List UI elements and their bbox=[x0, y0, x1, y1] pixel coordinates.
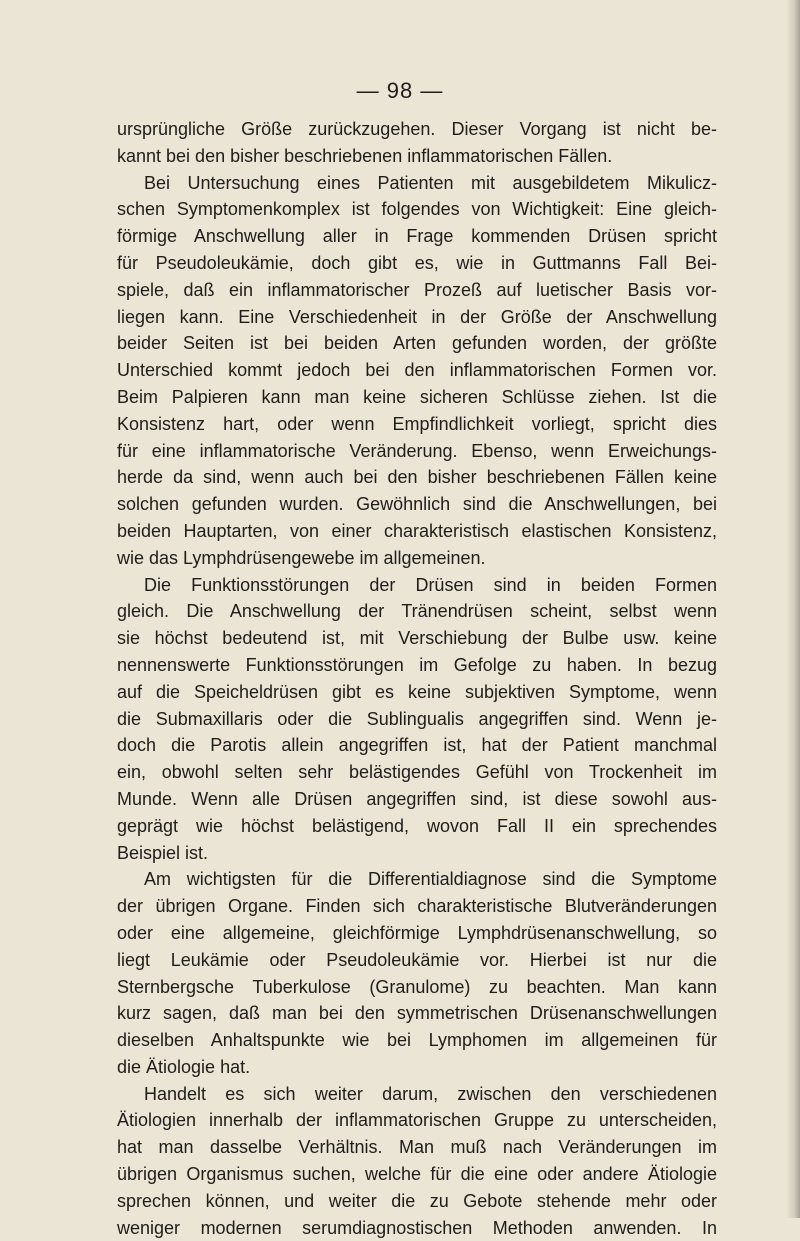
text-line: für Pseudoleukämie, doch gibt es, wie in Guttmanns Fall Bei- bbox=[117, 252, 717, 273]
text-line: schen Symptomenkomplex ist folgendes von Wichtigkeit: Eine gleich- bbox=[117, 199, 717, 220]
text-line: nennenswerte Funktionsstörungen im Gefolge zu haben. In bezug bbox=[117, 654, 717, 675]
text-line: spiele, daß ein inflammatorischer Prozeß auf luetischer Basis vor- bbox=[117, 279, 717, 300]
text-line: Sternbergsche Tuberkulose (Granulome) zu beachten. Man kann bbox=[117, 976, 717, 997]
text-line: hat man dasselbe Verhältnis. Man muß nach Veränderungen im bbox=[117, 1137, 717, 1158]
text-line: liegt Leukämie oder Pseudoleukämie vor. Hierbei ist nur die bbox=[117, 949, 717, 970]
text-line: Die Funktionsstörungen der Drüsen sind in beiden Formen bbox=[144, 574, 717, 595]
text-line: beiden Hauptarten, von einer charakteristisch elastischen Konsistenz, bbox=[117, 520, 717, 541]
page-edge-shadow bbox=[786, 0, 800, 1218]
text-line: solchen gefunden wurden. Gewöhnlich sind die Anschwellungen, bei bbox=[117, 494, 717, 515]
text-line: förmige Anschwellung aller in Frage kommenden Drüsen spricht bbox=[117, 226, 717, 247]
text-line: ein, obwohl selten sehr belästigendes Gefühl von Trockenheit im bbox=[117, 762, 717, 783]
text-line: beider Seiten ist bei beiden Arten gefunden worden, der größte bbox=[117, 333, 717, 354]
text-line: weniger modernen serumdiagnostischen Methoden anwenden. In bbox=[117, 1217, 717, 1238]
text-line: gleich. Die Anschwellung der Tränendrüsen scheint, selbst wenn bbox=[117, 601, 717, 622]
text-line: die Submaxillaris oder die Sublingualis angegriffen sind. Wenn je- bbox=[117, 708, 717, 729]
text-line: Am wichtigsten für die Differentialdiagnose sind die Symptome bbox=[144, 869, 717, 890]
text-line: herde da sind, wenn auch bei den bisher beschriebenen Fällen keine bbox=[117, 467, 717, 488]
text-line: die Ätiologie hat. bbox=[117, 1056, 251, 1077]
text-line: auf die Speicheldrüsen gibt es keine subjektiven Symptome, wenn bbox=[117, 681, 717, 702]
text-line: Handelt es sich weiter darum, zwischen den verschiedenen bbox=[144, 1083, 717, 1104]
text-line: übrigen Organismus suchen, welche für die eine oder andere Ätiologie bbox=[117, 1164, 717, 1185]
text-line: geprägt wie höchst belästigend, wovon Fall II ein sprechendes bbox=[117, 815, 717, 836]
text-line: Beim Palpieren kann man keine sicheren Schlüsse ziehen. Ist die bbox=[117, 386, 717, 407]
text-line: doch die Parotis allein angegriffen ist, hat der Patient manchmal bbox=[117, 735, 717, 756]
text-line: Munde. Wenn alle Drüsen angegriffen sind, ist diese sowohl aus- bbox=[117, 788, 717, 809]
page-number: — 98 — bbox=[356, 78, 444, 103]
text-line: für eine inflammatorische Veränderung. Ebenso, wenn Erweichungs- bbox=[117, 440, 717, 461]
text-line: dieselben Anhaltspunkte wie bei Lymphomen im allgemeinen für bbox=[117, 1030, 717, 1051]
text-line: ursprüngliche Größe zurückzugehen. Dieser Vorgang ist nicht be- bbox=[117, 119, 717, 139]
text-line: Bei Untersuchung eines Patienten mit ausgebildetem Mikulicz- bbox=[144, 172, 717, 193]
text-line: Ätiologien innerhalb der inflammatorischen Gruppe zu unterscheiden, bbox=[117, 1110, 717, 1131]
text-line: kannt bei den bisher beschriebenen inflammatorischen Fällen. bbox=[117, 145, 613, 166]
body-text bbox=[117, 116, 717, 1241]
text-line: Konsistenz hart, oder wenn Empfindlichkeit vorliegt, spricht dies bbox=[117, 413, 717, 434]
text-line: Beispiel ist. bbox=[117, 842, 209, 863]
text-line: liegen kann. Eine Verschiedenheit in der Größe der Anschwellung bbox=[117, 306, 717, 327]
text-line: sie höchst bedeutend ist, mit Verschiebung der Bulbe usw. keine bbox=[117, 628, 717, 649]
text-line: wie das Lymphdrüsengewebe im allgemeinen. bbox=[117, 547, 486, 568]
text-line: sprechen können, und weiter die zu Gebote stehende mehr oder bbox=[117, 1190, 717, 1211]
text-line: kurz sagen, daß man bei den symmetrischen Drüsenanschwellungen bbox=[117, 1003, 717, 1024]
text-line: oder eine allgemeine, gleichförmige Lymphdrüsenanschwellung, so bbox=[117, 922, 717, 943]
text-line: Unterschied kommt jedoch bei den inflammatorischen Formen vor. bbox=[117, 360, 717, 381]
text-line: der übrigen Organe. Finden sich charakteristische Blutveränderungen bbox=[117, 896, 717, 917]
